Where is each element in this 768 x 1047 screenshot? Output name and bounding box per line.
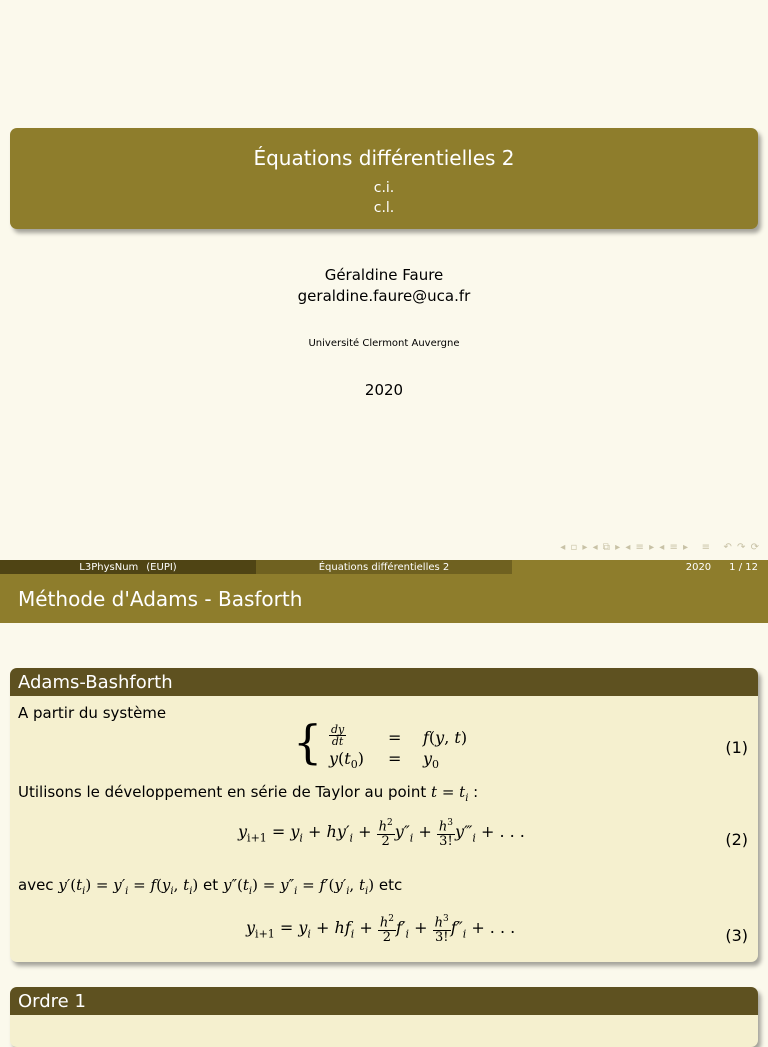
author-name: Géraldine Faure (324, 266, 444, 284)
footer-date-page (512, 560, 768, 574)
avec-line: avec $y'(t_i) = y'_i = f(y_i$, $t_i$) et $y''(t_i) = y''_i = f'(y'_i$, $t_i$) etc (18, 876, 403, 897)
frame-title: Méthode d'Adams - Basforth (0, 574, 768, 623)
equation-number-2: (2) (725, 830, 748, 849)
footer-date: 2020 (685, 561, 712, 573)
title-box (10, 128, 758, 229)
author-email: geraldine.faure@uca.fr (297, 287, 471, 305)
intro-text: A partir du système (18, 704, 167, 722)
etc-text: etc (378, 876, 403, 894)
equation-number-1: (1) (725, 738, 748, 757)
navigation-symbols[interactable]: ◂ ▫ ▸ ◂ ⧉ ▸ ◂ ≡ ▸ ◂ ≡ ▸ ≡ ↶ ↷ ⟳ (560, 542, 760, 553)
footer-short-author: L3PhysNum (79, 561, 139, 573)
subtitle-line-2: c.l. (373, 200, 395, 216)
equation-taylor-y: $y_{i+1} = y_i + hy'_i$ + $\frac{h^2}{2}$ $y''_i$ + $\frac{h^3}{3!}$ $y‴_i$ + . . . (238, 818, 525, 850)
block-title: Adams-Bashforth (10, 668, 758, 696)
block-adams-bashforth: Adams-Bashforth A partir du système { $\frac{dy}{dt}$ = f(y, t) $y(t_0)$ = $y_0$ (1) Utilisons le développement en série de Taylor au point $t = t_i$ : $y_{i+1} = y_i + hy'_i$ + $\frac{h^2}{2}$ $y''_i$ + $\frac{h^3}{3!}$ $y‴_i$ + . . . (2) avec $y'(t_i) = y'_i = f(y_i$, $t_i$) et $y''(t_i) = y''_i = f'(y'_i$, $t_i$) etc $y_{i+1} = y_i + hf_i$ + $\frac{h^2}{2}$ $f'_i$ + $\frac{h^3}{3!}$ $f''_i$ + . . . (3) (10, 668, 758, 962)
presentation-title: Équations différentielles 2 (253, 146, 515, 170)
taylor-text-line: Utilisons le développement en série de Taylor au point $t = t_i$ : (18, 783, 479, 804)
equation-taylor-f: $y_{i+1} = y_i + hf_i$ + $\frac{h^2}{2}$ $f'_i$ + $\frac{h^3}{3!}$ $f''_i$ + . . . (246, 914, 516, 946)
footer-author (0, 560, 256, 574)
footer-short-inst: (EUPI) (146, 561, 177, 573)
footer-bar (0, 560, 768, 574)
footer-page-number: 1 / 12 (729, 561, 758, 573)
equation-number-3: (3) (725, 926, 748, 945)
avec-text: avec (18, 876, 54, 894)
subtitle-line-1: c.i. (373, 180, 395, 196)
taylor-text: Utilisons le développement en série de Taylor au point (18, 783, 427, 801)
institution: Université Clermont Auvergne (308, 338, 460, 349)
block-ordre-1 (10, 987, 758, 1047)
et-text: et (203, 876, 219, 894)
block-title: Ordre 1 (10, 987, 758, 1015)
footer-short-title: Équations différentielles 2 (318, 561, 450, 573)
footer-title (256, 560, 512, 574)
presentation-date: 2020 (364, 381, 404, 399)
